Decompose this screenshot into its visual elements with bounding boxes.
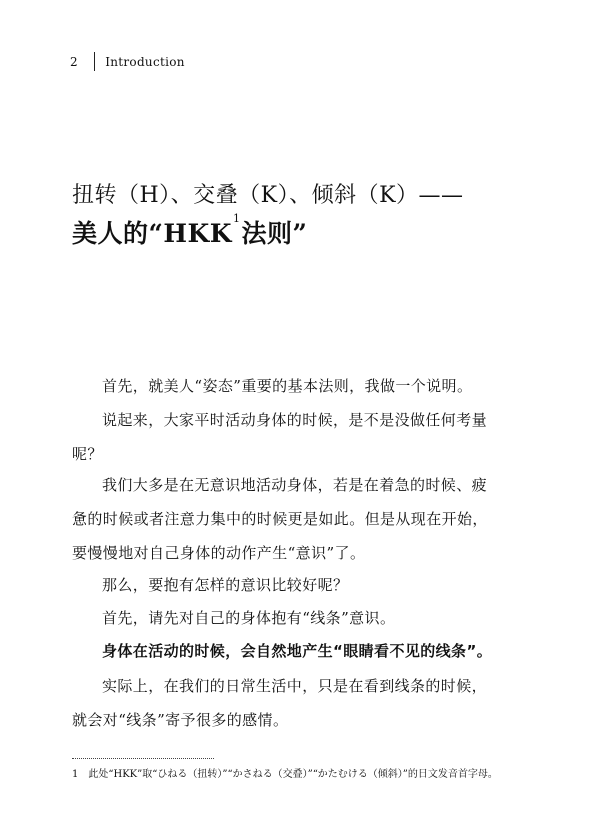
running-header — [70, 52, 185, 71]
paragraph-4: 那么，要抱有怎样的意识比较好呢？ — [102, 576, 349, 594]
paragraph-1: 首先，就美人“姿态”重要的基本法则，我做一个说明。 — [102, 377, 473, 395]
chapter-title-line1: 扭转（H）、交叠（K）、倾斜（K）—— — [72, 183, 464, 208]
paragraph-6-emphasis: 身体在活动的时候，会自然地产生“眼睛看不见的线条”。 — [102, 642, 493, 660]
footnote-divider — [72, 758, 214, 759]
page-number: 2 — [70, 54, 78, 69]
paragraph-7: 实际上，在我们的日常生活中，只是在看到线条的时候，就会对“线条”寄予很多的感情。 — [72, 677, 488, 729]
footnote-1: 1 此处“HKK”取“ひねる（扭转）”“かさねる（交叠）”“かたむける（倾斜）”的日文发音首字母。 — [72, 769, 498, 780]
paragraph-5: 首先，请先对自己的身体抱有“线条”意识。 — [102, 609, 396, 627]
title-line2-end: 法则” — [241, 219, 308, 248]
footnote-ref: 1 — [232, 212, 241, 225]
paragraph-3: 我们大多是在无意识地活动身体，若是在着急的时候、疲惫的时候或者注意力集中的时候更是如此。但是从现在开始，要慢慢地对自己身体的动作产生“意识”了。 — [72, 476, 488, 562]
chapter-title-line2 — [72, 214, 307, 250]
paragraph-2: 说起来，大家平时活动身体的时候，是不是没做任何考量呢？ — [72, 411, 488, 463]
header-divider — [94, 52, 95, 71]
running-head-title: Introduction — [105, 54, 185, 69]
title-line2-start: 美人的“HKK — [72, 219, 232, 248]
